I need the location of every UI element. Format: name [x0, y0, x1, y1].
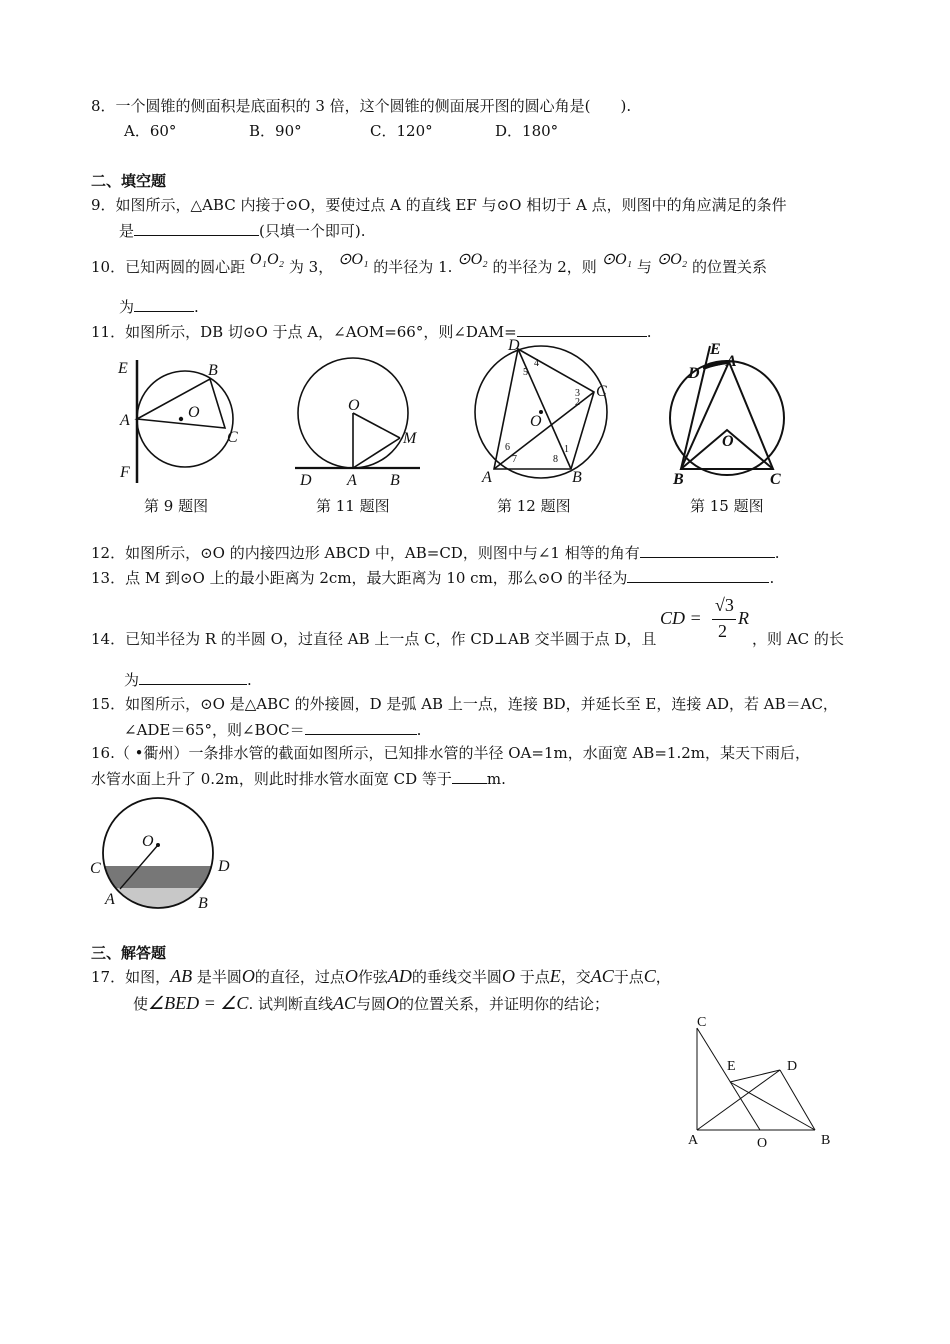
caption-fig-15: 第 15 题图	[690, 497, 764, 515]
label-c: C	[90, 860, 101, 877]
label-e: E	[118, 360, 128, 377]
q14-prefix: 为	[124, 671, 140, 689]
q17-o-4: O	[386, 993, 400, 1013]
q8-option-c: C．120°	[370, 122, 433, 140]
label-d: D	[218, 858, 230, 875]
label-o: O	[530, 413, 542, 430]
q10-answer-blank[interactable]	[134, 297, 194, 312]
q15-line2	[124, 720, 421, 739]
label-o: O	[722, 433, 734, 450]
q9-line2	[119, 221, 366, 240]
q15-answer-blank[interactable]	[305, 720, 417, 735]
q11-answer-blank[interactable]	[517, 322, 647, 337]
q10-circle-o2: ⊙O₂	[457, 251, 488, 268]
q17-text-9: ，	[655, 968, 671, 986]
q17-text-6: 于点	[519, 968, 550, 986]
q13-prefix: 13．点 M 到⊙O 上的最小距离为 2cm，最大距离为 10 cm，那么⊙O 的半径为	[91, 569, 628, 587]
label-b: B	[572, 469, 582, 486]
angle-7: 7	[512, 454, 517, 465]
radius-om	[353, 413, 400, 438]
q17-o-1: O	[241, 966, 255, 986]
label-c: C	[697, 1015, 707, 1030]
label-o: O	[188, 404, 200, 421]
label-m: M	[403, 430, 417, 447]
q13-line	[91, 568, 774, 587]
q15-line1: 15．如图所示，⊙O 是△ABC 的外接圆，D 是弧 AB 上一点，连接 BD，并延长至 E，连接 AD，若 AB＝AC，	[91, 695, 838, 713]
formula-lhs: CD =	[660, 608, 702, 628]
q10-line2	[119, 297, 199, 316]
angle-4: 4	[534, 358, 539, 369]
q17-ad: AD	[387, 966, 412, 986]
label-b: B	[821, 1133, 831, 1148]
center-dot	[156, 843, 160, 847]
formula-r: R	[738, 608, 749, 628]
caption-fig-11: 第 11 题图	[316, 497, 390, 515]
figure-15	[665, 338, 800, 488]
q10-text-5: 与	[636, 258, 652, 276]
figure-9	[110, 355, 260, 490]
label-b: B	[673, 471, 684, 488]
q17-ac-2: AC	[332, 993, 356, 1013]
label-a: A	[105, 891, 115, 908]
q17-o-2: O	[344, 966, 358, 986]
caption-fig-12: 第 12 题图	[497, 497, 571, 515]
label-a: A	[347, 472, 357, 489]
formula-fraction-bar	[712, 619, 736, 620]
label-a: A	[120, 412, 130, 429]
formula-numerator: √3	[715, 595, 734, 615]
q10-line1	[91, 251, 768, 277]
q14-formula	[660, 595, 750, 645]
q11-prefix: 11．如图所示，DB 切⊙O 于点 A，∠AOM=66°，则∠DAM=	[91, 323, 517, 341]
angle-6: 6	[505, 442, 510, 453]
figure-11	[290, 355, 430, 490]
q10-text-3: 的半径为 1.	[373, 258, 453, 276]
q17-text-3: 的直径，过点	[254, 968, 345, 986]
q12-answer-blank[interactable]	[640, 543, 775, 558]
label-c: C	[596, 383, 607, 400]
q10-text-4: 的半径为 2，则	[492, 258, 597, 276]
label-o: O	[757, 1136, 768, 1151]
q17-ab: AB	[170, 966, 193, 986]
q15-suffix: .	[416, 721, 422, 739]
label-d: D	[688, 365, 700, 382]
chord-db	[780, 1070, 815, 1130]
center-dot	[179, 417, 183, 421]
q16-prefix: 水管水面上升了 0.2m，则此时排水管水面宽 CD 等于	[91, 770, 452, 788]
segment-co	[697, 1028, 760, 1130]
q17-text-5: 的垂线交半圆	[411, 968, 502, 986]
angle-5: 5	[523, 367, 528, 378]
q12-prefix: 12．如图所示，⊙O 的内接四边形 ABCD 中，AB=CD，则图中与∠1 相等的角有	[91, 544, 640, 562]
q10-suffix: .	[194, 298, 199, 316]
q10-circle-o2-b: ⊙O₂	[656, 251, 688, 268]
q17-c: C	[643, 966, 656, 986]
q17-text-1: 17．如图，	[91, 968, 171, 986]
label-d: D	[787, 1059, 798, 1074]
q12-suffix: .	[774, 544, 780, 562]
q10-circle-o1-b: ⊙O₁	[601, 251, 633, 268]
q13-answer-blank[interactable]	[627, 568, 769, 583]
q17-text-7: ，交	[560, 968, 591, 986]
q8-option-a: A．60°	[124, 122, 177, 140]
label-o: O	[142, 833, 154, 850]
q14-line1-tail: ，则 AC 的长	[752, 630, 844, 648]
label-f: F	[120, 464, 130, 481]
q17-text-11: . 试判断直线	[248, 995, 333, 1013]
q14-answer-blank[interactable]	[139, 670, 247, 685]
q17-line2	[133, 993, 609, 1015]
label-b: B	[208, 362, 218, 379]
q13-suffix: .	[769, 569, 775, 587]
q16-line2	[91, 769, 506, 788]
q17-ac: AC	[590, 966, 614, 986]
caption-fig-9: 第 9 题图	[144, 497, 209, 515]
label-e: E	[727, 1059, 736, 1074]
q9-answer-blank[interactable]	[134, 221, 259, 236]
q17-line1	[91, 966, 671, 988]
q16-suffix: m.	[486, 770, 506, 788]
label-a: A	[482, 469, 492, 486]
q10-text-1: 10．已知两圆的圆心距	[91, 258, 246, 276]
figure-16	[90, 798, 240, 913]
q10-circle-o1: ⊙O₁	[337, 251, 369, 268]
q10-text-2: 为 3，	[288, 258, 334, 276]
q17-text-13: 的位置关系，并证明你的结论；	[399, 995, 610, 1013]
label-d: D	[300, 472, 312, 489]
q14-line1: 14．已知半径为 R 的半圆 O，过直径 AB 上一点 C，作 CD⊥AB 交半圆于点 D，且	[91, 630, 657, 648]
q14-line2	[124, 670, 252, 689]
q14-suffix: .	[247, 671, 252, 689]
q9-line1: 9．如图所示，△ABC 内接于⊙O，要使过点 A 的直线 EF 与⊙O 相切于 A 点，则图中的角应满足的条件	[91, 196, 787, 214]
label-a: A	[726, 353, 737, 370]
q16-answer-blank[interactable]	[452, 769, 487, 784]
q15-prefix: ∠ADE＝65°，则∠BOC＝	[124, 721, 305, 739]
q17-angle-equation: ∠BED = ∠C	[148, 993, 249, 1013]
label-b: B	[390, 472, 400, 489]
angle-1: 1	[564, 444, 569, 455]
formula-denominator: 2	[718, 621, 727, 641]
q11-suffix: .	[646, 323, 652, 341]
segment-eb	[730, 1082, 815, 1130]
q17-text-12: 与圆	[356, 995, 387, 1013]
q17-text-10: 使	[133, 995, 149, 1013]
water-raised-layer	[90, 866, 230, 888]
q17-e: E	[549, 966, 561, 986]
q8-option-d: D．180°	[495, 122, 559, 140]
label-e: E	[710, 341, 721, 358]
chord-ad	[697, 1070, 780, 1130]
section-fill-in-heading: 二、填空题	[91, 172, 167, 190]
angle-2: 2	[575, 397, 580, 408]
angle-8: 8	[553, 454, 558, 465]
q17-text-8: 于点	[613, 968, 644, 986]
q17-o-3: O	[501, 966, 515, 986]
q10-prefix: 为	[119, 298, 135, 316]
q8-option-b: B．90°	[249, 122, 302, 140]
q10-o1o2: O₁O₂	[249, 251, 285, 268]
q12-line	[91, 543, 780, 562]
q9-prefix: 是	[119, 222, 135, 240]
label-c: C	[227, 429, 238, 446]
angle-3: 3	[575, 388, 580, 399]
label-a: A	[688, 1133, 699, 1148]
q16-line1: 16.（ •衢州）一条排水管的截面如图所示，已知排水管的半径 OA=1m，水面宽 AB=1.2m，某天下雨后，	[91, 744, 810, 762]
q10-text-6: 的位置关系	[692, 258, 768, 276]
q9-suffix: (只填一个即可).	[259, 222, 366, 240]
q17-text-2: 是半圆	[196, 968, 242, 986]
label-b: B	[198, 895, 208, 912]
label-c: C	[770, 471, 781, 488]
q17-text-4: 作弦	[357, 968, 388, 986]
label-d: D	[508, 337, 520, 354]
figure-12	[468, 338, 618, 488]
section-solution-heading: 三、解答题	[91, 944, 167, 962]
q8-stem: 8．一个圆锥的侧面积是底面积的 3 倍，这个圆锥的侧面展开图的圆心角是( ).	[91, 97, 632, 115]
label-o: O	[348, 397, 360, 414]
figure-17	[685, 1010, 840, 1155]
circle-o	[137, 371, 233, 467]
